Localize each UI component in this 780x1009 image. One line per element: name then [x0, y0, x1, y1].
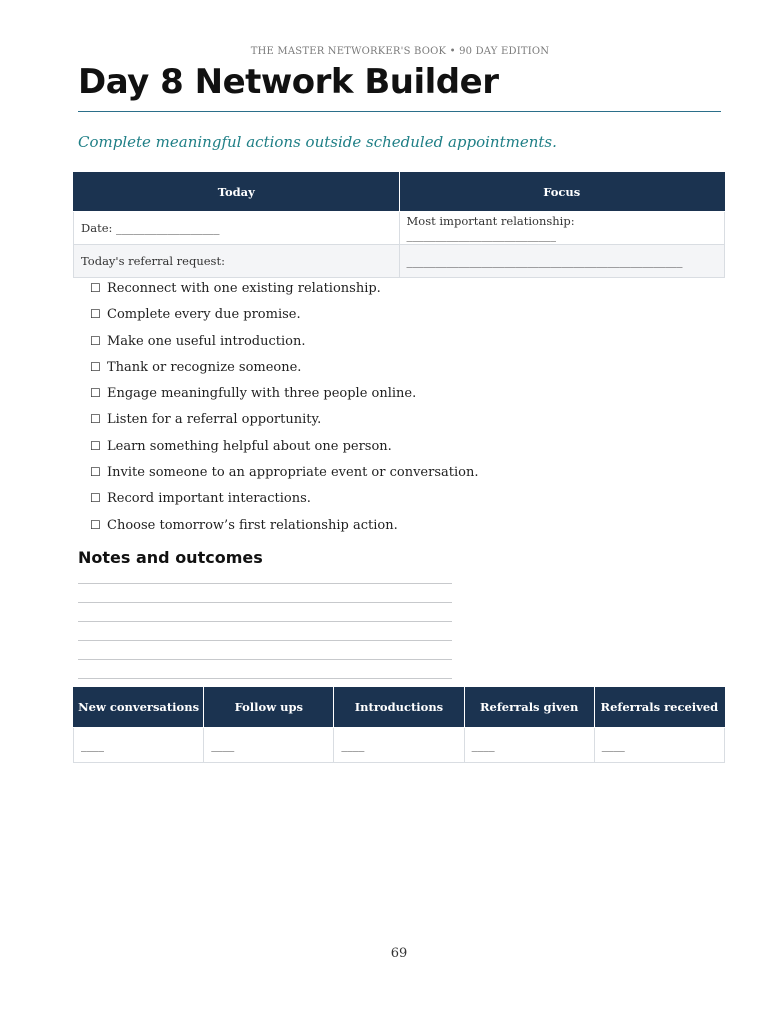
checklist-item-label: Invite someone to an appropriate event or conversation.: [107, 465, 479, 481]
column-header-focus: Focus: [399, 172, 725, 212]
checklist-item-label: Listen for a referral opportunity.: [107, 412, 322, 428]
running-head: THE MASTER NETWORKER'S BOOK • 90 DAY EDITION: [250, 46, 550, 57]
today-focus-table: [73, 172, 725, 278]
notes-heading: Notes and outcomes: [78, 548, 263, 567]
introductions-blank: ____: [334, 728, 464, 763]
note-line: [78, 583, 452, 602]
checkbox-icon: ☐: [90, 491, 101, 506]
column-header-referrals-given: Referrals given: [464, 687, 594, 728]
new-conversations-blank: ____: [74, 728, 204, 763]
daily-tally-table: [73, 687, 725, 763]
page-number: 69: [390, 946, 408, 961]
column-header-today: Today: [74, 172, 400, 212]
table-row: [74, 728, 725, 763]
checkbox-icon: ☐: [90, 412, 101, 427]
checklist-item: [90, 410, 478, 436]
title-rule: [78, 111, 721, 112]
page-title: Day 8 Network Builder: [78, 62, 499, 102]
column-header-follow-ups: Follow ups: [204, 687, 334, 728]
follow-ups-blank: ____: [204, 728, 334, 763]
column-header-introductions: Introductions: [334, 687, 464, 728]
table-row: [74, 245, 725, 278]
action-checklist: [90, 279, 478, 542]
note-line: [78, 602, 452, 621]
referrals-received-blank: ____: [594, 728, 724, 763]
note-line: [78, 659, 452, 678]
referral-request-field: ________________________________________________: [399, 245, 725, 278]
checklist-item: [90, 489, 478, 515]
checklist-item: [90, 332, 478, 358]
checkbox-icon: ☐: [90, 386, 101, 401]
checklist-item: [90, 305, 478, 331]
date-field: Date: __________________: [74, 212, 400, 245]
checklist-item-label: Learn something helpful about one person.: [107, 438, 392, 454]
checklist-item-label: Complete every due promise.: [107, 307, 301, 323]
checklist-item: [90, 358, 478, 384]
checkbox-icon: ☐: [90, 333, 101, 348]
checklist-item-label: Engage meaningfully with three people online.: [107, 386, 417, 402]
checkbox-icon: ☐: [90, 281, 101, 295]
note-line: [78, 640, 452, 659]
important-relationship-field: Most important relationship: __________________________: [399, 212, 725, 245]
page-subtitle: Complete meaningful actions outside scheduled appointments.: [78, 133, 557, 151]
checkbox-icon: ☐: [90, 307, 101, 322]
table-header-row: [74, 687, 725, 728]
checklist-item: [90, 516, 478, 542]
notes-lines: [78, 583, 452, 697]
checklist-item-label: Thank or recognize someone.: [107, 359, 302, 375]
checklist-item-label: Choose tomorrow’s first relationship action.: [107, 517, 398, 533]
checkbox-icon: ☐: [90, 438, 101, 453]
table-header-row: [74, 172, 725, 212]
checklist-item-label: Make one useful introduction.: [107, 333, 306, 349]
note-line: [78, 621, 452, 640]
referral-request-label: Today's referral request:: [74, 245, 400, 278]
checklist-item: [90, 437, 478, 463]
table-row: [74, 212, 725, 245]
checkbox-icon: ☐: [90, 359, 101, 374]
checkbox-icon: ☐: [90, 517, 101, 532]
checklist-item: [90, 463, 478, 489]
checklist-item-label: Reconnect with one existing relationship.: [107, 281, 381, 296]
checklist-item: [90, 279, 478, 305]
referrals-given-blank: ____: [464, 728, 594, 763]
checklist-item-label: Record important interactions.: [107, 491, 311, 507]
checklist-item: [90, 384, 478, 410]
checkbox-icon: ☐: [90, 465, 101, 480]
column-header-new-conversations: New conversations: [74, 687, 204, 728]
column-header-referrals-received: Referrals received: [594, 687, 724, 728]
